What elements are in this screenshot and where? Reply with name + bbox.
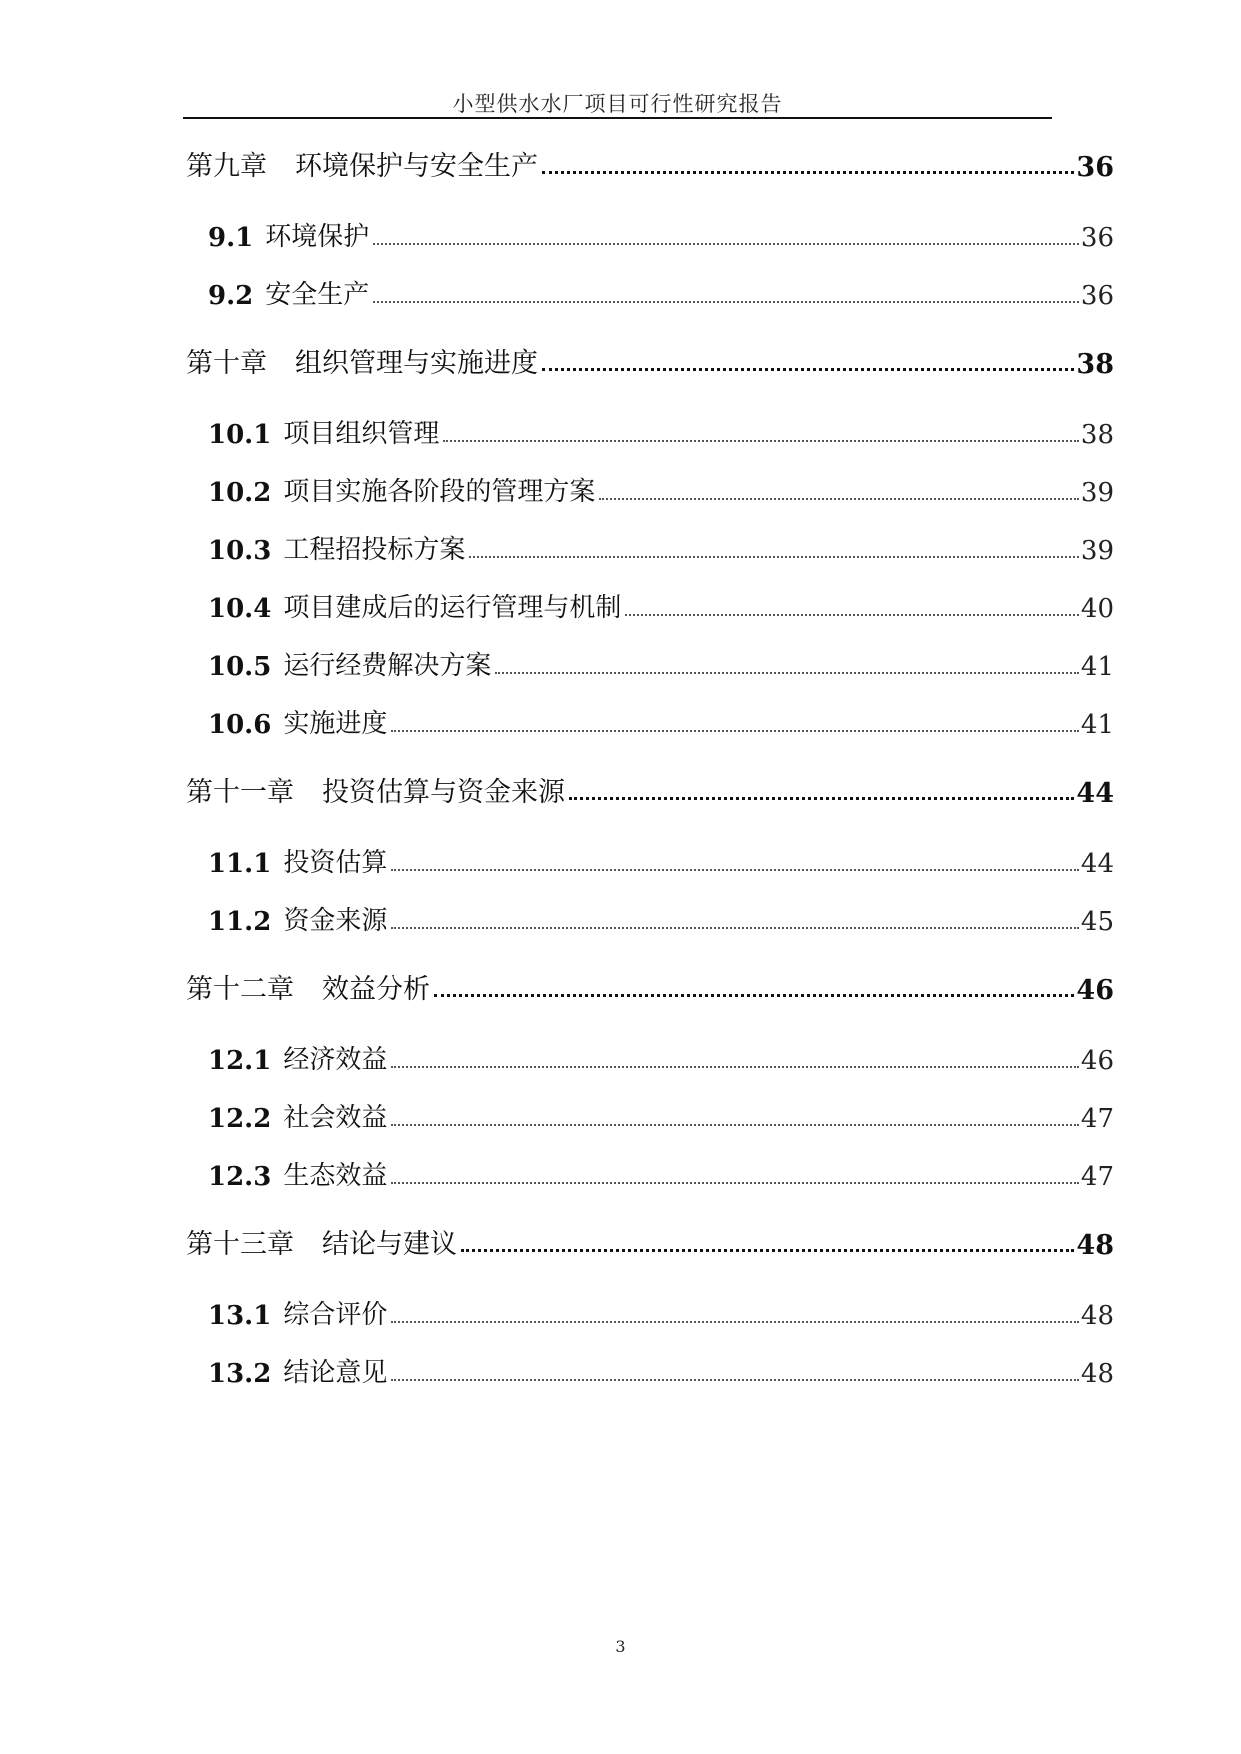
toc-entry-page: 48: [1080, 1301, 1114, 1331]
toc-entry-number: 10.3: [208, 536, 272, 566]
toc-entry-number: 9.2: [208, 281, 254, 311]
toc-dot-leader: [391, 1124, 1079, 1126]
toc-entry-page: 40: [1080, 594, 1114, 624]
toc-entry-page: 45: [1080, 907, 1114, 937]
toc-entry-number: 13.2: [208, 1359, 272, 1389]
toc-dot-leader: [391, 1321, 1079, 1323]
toc-entry-number: 12.1: [208, 1046, 272, 1076]
toc-section-entry[interactable]: [208, 213, 1114, 253]
toc-dot-leader: [434, 994, 1074, 997]
toc-dot-leader: [599, 498, 1079, 500]
toc-section-entry[interactable]: [208, 897, 1114, 937]
toc-dot-leader: [495, 672, 1079, 674]
toc-section-entry[interactable]: [208, 1036, 1114, 1076]
toc-entry-title: 经济效益: [283, 1045, 388, 1075]
page-number: 3: [615, 1637, 626, 1656]
toc-entry-number: 11.1: [208, 849, 272, 879]
toc-entry-page: 47: [1080, 1162, 1114, 1192]
toc-section-entry[interactable]: [208, 1349, 1114, 1389]
toc-entry-page: 41: [1080, 710, 1114, 740]
toc-entry-page: 48: [1076, 1230, 1114, 1261]
toc-section-entry[interactable]: [208, 468, 1114, 508]
toc-entry-number: 9.1: [208, 223, 254, 253]
toc-entry-number: 10.4: [208, 594, 272, 624]
toc-entry-page: 38: [1076, 349, 1114, 380]
toc-section-entry[interactable]: [208, 1094, 1114, 1134]
toc-section-entry[interactable]: [208, 700, 1114, 740]
running-header: 小型供水水厂项目可行性研究报告: [452, 92, 783, 116]
toc-entry-number: 12.2: [208, 1104, 272, 1134]
toc-section-entry[interactable]: [208, 642, 1114, 682]
toc-section-entry[interactable]: [208, 526, 1114, 566]
toc-entry-number: 12.3: [208, 1162, 272, 1192]
toc-entry-page: 46: [1076, 975, 1114, 1006]
toc-entry-page: 47: [1080, 1104, 1114, 1134]
toc-entry-page: 39: [1080, 536, 1114, 566]
toc-dot-leader: [625, 614, 1079, 616]
toc-entry-number: 第十二章: [186, 974, 294, 1005]
toc-dot-leader: [391, 869, 1079, 871]
toc-entry-title: 投资估算: [283, 848, 388, 878]
toc-dot-leader: [469, 556, 1079, 558]
toc-dot-leader: [391, 927, 1079, 929]
toc-entry-title: 项目组织管理: [283, 419, 440, 449]
toc-section-entry[interactable]: [208, 1291, 1114, 1331]
toc-entry-page: 38: [1080, 420, 1114, 450]
toc-entry-number: 10.6: [208, 710, 272, 740]
toc-entry-title: 生态效益: [283, 1161, 388, 1191]
toc-chapter-entry[interactable]: [186, 1221, 1114, 1261]
toc-section-entry[interactable]: [208, 584, 1114, 624]
toc-entry-number: 第九章: [186, 151, 267, 182]
toc-entry-number: 第十章: [186, 348, 267, 379]
toc-dot-leader: [373, 301, 1079, 303]
toc-entry-page: 36: [1080, 281, 1114, 311]
toc-entry-title: 效益分析: [322, 974, 430, 1005]
toc-entry-title: 环境保护: [265, 222, 370, 252]
toc-entry-number: 11.2: [208, 907, 272, 937]
toc-entry-title: 投资估算与资金来源: [322, 777, 565, 808]
toc-dot-leader: [391, 730, 1079, 732]
toc-dot-leader: [569, 797, 1074, 800]
toc-entry-title: 环境保护与安全生产: [295, 151, 538, 182]
toc-entry-page: 36: [1076, 152, 1114, 183]
toc-entry-title: 组织管理与实施进度: [295, 348, 538, 379]
toc-dot-leader: [391, 1182, 1079, 1184]
toc-entry-title: 实施进度: [283, 709, 388, 739]
toc-entry-title: 结论意见: [283, 1358, 388, 1388]
toc-entry-title: 综合评价: [283, 1300, 388, 1330]
toc-entry-number: 13.1: [208, 1301, 272, 1331]
toc-entry-number: 10.5: [208, 652, 272, 682]
toc-entry-title: 项目实施各阶段的管理方案: [283, 477, 596, 507]
toc-chapter-entry[interactable]: [186, 769, 1114, 809]
toc-dot-leader: [542, 171, 1074, 174]
toc-entry-page: 46: [1080, 1046, 1114, 1076]
toc-entry-page: 39: [1080, 478, 1114, 508]
toc-entry-page: 41: [1080, 652, 1114, 682]
toc-entry-title: 结论与建议: [322, 1229, 457, 1260]
toc-chapter-entry[interactable]: [186, 966, 1114, 1006]
toc-entry-number: 第十一章: [186, 777, 294, 808]
toc-section-entry[interactable]: [208, 271, 1114, 311]
toc-entry-title: 工程招投标方案: [283, 535, 466, 565]
toc-entry-page: 44: [1080, 849, 1114, 879]
toc-entry-page: 48: [1080, 1359, 1114, 1389]
toc-entry-title: 资金来源: [283, 906, 388, 936]
toc-section-entry[interactable]: [208, 1152, 1114, 1192]
toc-entry-title: 运行经费解决方案: [283, 651, 492, 681]
toc-entry-number: 10.2: [208, 478, 272, 508]
toc-entry-number: 第十三章: [186, 1229, 294, 1260]
toc-dot-leader: [373, 243, 1079, 245]
toc-entry-title: 安全生产: [265, 280, 370, 310]
toc-section-entry[interactable]: [208, 410, 1114, 450]
toc-entry-number: 10.1: [208, 420, 272, 450]
toc-dot-leader: [391, 1066, 1079, 1068]
toc-dot-leader: [542, 368, 1074, 371]
toc-entry-page: 36: [1080, 223, 1114, 253]
toc-chapter-entry[interactable]: [186, 340, 1114, 380]
toc-dot-leader: [391, 1379, 1079, 1381]
toc-entry-page: 44: [1076, 778, 1114, 809]
toc-entry-title: 社会效益: [283, 1103, 388, 1133]
toc-entry-title: 项目建成后的运行管理与机制: [283, 593, 622, 623]
toc-dot-leader: [461, 1249, 1074, 1252]
toc-section-entry[interactable]: [208, 839, 1114, 879]
toc-dot-leader: [443, 440, 1079, 442]
toc-chapter-entry[interactable]: [186, 143, 1114, 183]
